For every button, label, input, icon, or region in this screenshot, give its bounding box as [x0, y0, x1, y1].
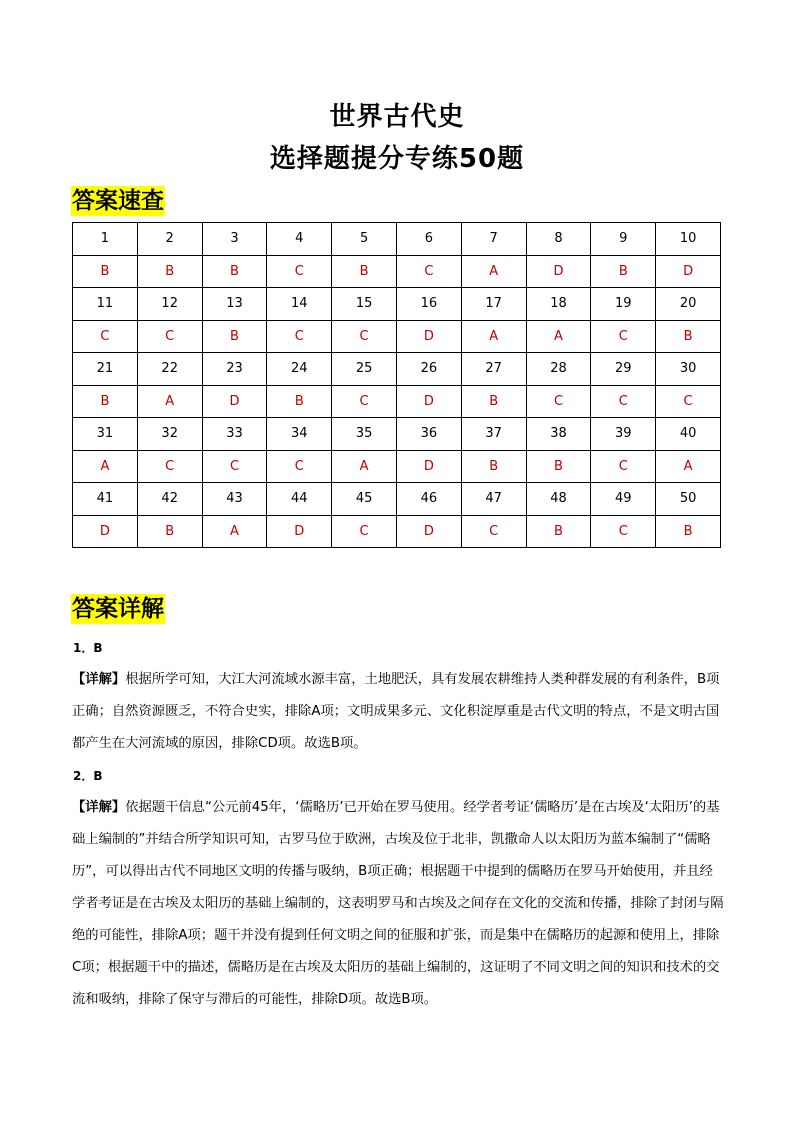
question-number-cell: 41: [73, 483, 138, 516]
question-1-detail: [72, 664, 724, 760]
answer-cell: C: [332, 320, 397, 353]
answer-cell: D: [396, 320, 461, 353]
answer-cell: B: [202, 255, 267, 288]
question-number-cell: 1: [73, 223, 138, 256]
answer-row: [73, 320, 721, 353]
page-subtitle: 选择题提分专练50题: [269, 144, 525, 174]
answer-row: [73, 255, 721, 288]
answer-key-table: [72, 222, 721, 548]
question-number-row: [73, 483, 721, 516]
question-number-row: [73, 223, 721, 256]
answer-cell: D: [396, 385, 461, 418]
detail-heading: 答案详解: [72, 596, 164, 622]
answer-cell: C: [591, 385, 656, 418]
question-number-cell: 8: [526, 223, 591, 256]
question-number-cell: 32: [137, 418, 202, 451]
question-number-cell: 30: [656, 353, 721, 386]
answer-cell: A: [73, 450, 138, 483]
question-number-cell: 33: [202, 418, 267, 451]
detail-tag: 【详解】: [72, 800, 126, 815]
question-number-cell: 47: [461, 483, 526, 516]
answer-row: [73, 385, 721, 418]
answer-cell: B: [202, 320, 267, 353]
answer-row: [73, 450, 721, 483]
question-2-detail: [72, 792, 724, 1016]
detail-tag: 【详解】: [72, 672, 126, 687]
answer-cell: B: [656, 515, 721, 548]
answer-cell: C: [267, 255, 332, 288]
answer-cell: C: [591, 320, 656, 353]
question-number-cell: 43: [202, 483, 267, 516]
question-number-cell: 28: [526, 353, 591, 386]
answer-cell: B: [461, 385, 526, 418]
answer-cell: B: [526, 450, 591, 483]
answer-cell: B: [526, 515, 591, 548]
answer-cell: D: [267, 515, 332, 548]
answer-cell: A: [656, 450, 721, 483]
question-number-cell: 7: [461, 223, 526, 256]
question-number-cell: 24: [267, 353, 332, 386]
question-number-cell: 44: [267, 483, 332, 516]
question-2-label: 2．B: [73, 769, 103, 783]
question-number-cell: 36: [396, 418, 461, 451]
answer-cell: C: [202, 450, 267, 483]
answer-cell: D: [202, 385, 267, 418]
question-number-cell: 25: [332, 353, 397, 386]
answer-cell: D: [396, 450, 461, 483]
answer-cell: B: [137, 255, 202, 288]
question-number-cell: 10: [656, 223, 721, 256]
question-number-cell: 26: [396, 353, 461, 386]
answer-cell: D: [656, 255, 721, 288]
answer-cell: B: [461, 450, 526, 483]
answer-cell: D: [526, 255, 591, 288]
question-number-cell: 12: [137, 288, 202, 321]
question-number-cell: 17: [461, 288, 526, 321]
answer-cell: D: [396, 515, 461, 548]
answer-cell: A: [137, 385, 202, 418]
question-number-cell: 50: [656, 483, 721, 516]
question-number-cell: 2: [137, 223, 202, 256]
question-number-cell: 31: [73, 418, 138, 451]
question-number-cell: 4: [267, 223, 332, 256]
answer-cell: C: [267, 450, 332, 483]
answer-cell: C: [73, 320, 138, 353]
answer-cell: A: [461, 320, 526, 353]
question-number-cell: 11: [73, 288, 138, 321]
question-number-cell: 35: [332, 418, 397, 451]
question-number-row: [73, 353, 721, 386]
answer-row: [73, 515, 721, 548]
question-number-cell: 9: [591, 223, 656, 256]
question-number-cell: 3: [202, 223, 267, 256]
question-number-cell: 37: [461, 418, 526, 451]
question-number-cell: 16: [396, 288, 461, 321]
answer-cell: C: [137, 320, 202, 353]
answer-cell: C: [137, 450, 202, 483]
answer-cell: B: [73, 255, 138, 288]
answer-key-heading: 答案速查: [72, 188, 164, 214]
detail-text: 依据题干信息“公元前45年，‘儒略历’已开始在罗马使用。经学者考证‘儒略历’是在古埃及‘太阳历’的基础上编制的”并结合所学知识可知，古罗马位于欧洲，古埃及位于北非，凯撒命人以太阳历为蓝本编制了“儒略历”，可以得出古代不同地区文明的传播与吸纳，B项正确；根据题干中提到的儒略历在罗马开始使用，并且经学者考证是在古埃及太阳历的基础上编制的，这表明罗马和古埃及之间存在文化的交流和传播，排除了封闭与隔绝的可能性，排除A项；题干并没有提到任何文明之间的征服和扩张，而是集中在儒略历的起源和使用上，排除C项；根据题干中的描述，儒略历是在古埃及太阳历的基础上编制的，这证明了不同文明之间的知识和技术的交流和吸纳，排除了保守与滞后的可能性，排除D项。故选B项。: [72, 800, 724, 1007]
question-number-cell: 29: [591, 353, 656, 386]
answer-cell: B: [656, 320, 721, 353]
answer-cell: C: [461, 515, 526, 548]
answer-cell: C: [526, 385, 591, 418]
question-number-cell: 14: [267, 288, 332, 321]
answer-cell: C: [332, 515, 397, 548]
question-1-label: 1．B: [73, 641, 103, 655]
question-number-cell: 34: [267, 418, 332, 451]
question-number-cell: 39: [591, 418, 656, 451]
question-number-cell: 46: [396, 483, 461, 516]
answer-cell: D: [73, 515, 138, 548]
question-number-cell: 15: [332, 288, 397, 321]
answer-cell: B: [137, 515, 202, 548]
question-number-cell: 18: [526, 288, 591, 321]
question-number-cell: 40: [656, 418, 721, 451]
question-number-row: [73, 418, 721, 451]
detail-text: 根据所学可知，大江大河流域水源丰富，土地肥沃，具有发展农耕维持人类种群发展的有利条件，B项正确；自然资源匮乏，不符合史实，排除A项；文明成果多元、文化积淀厚重是古代文明的特点，不是文明古国都产生在大河流域的原因，排除CD项。故选B项。: [72, 672, 720, 751]
question-number-cell: 13: [202, 288, 267, 321]
answer-cell: B: [73, 385, 138, 418]
question-number-cell: 20: [656, 288, 721, 321]
answer-cell: C: [267, 320, 332, 353]
answer-cell: C: [591, 515, 656, 548]
answer-cell: A: [461, 255, 526, 288]
answer-cell: A: [202, 515, 267, 548]
question-number-cell: 27: [461, 353, 526, 386]
question-number-cell: 38: [526, 418, 591, 451]
answer-cell: C: [591, 450, 656, 483]
answer-cell: C: [332, 385, 397, 418]
answer-cell: A: [332, 450, 397, 483]
question-number-cell: 23: [202, 353, 267, 386]
answer-cell: B: [591, 255, 656, 288]
answer-cell: A: [526, 320, 591, 353]
answer-cell: C: [396, 255, 461, 288]
question-number-cell: 19: [591, 288, 656, 321]
question-number-cell: 22: [137, 353, 202, 386]
question-number-cell: 42: [137, 483, 202, 516]
question-number-cell: 48: [526, 483, 591, 516]
question-number-cell: 21: [73, 353, 138, 386]
question-number-cell: 6: [396, 223, 461, 256]
page-title: 世界古代史: [329, 102, 465, 132]
question-number-cell: 45: [332, 483, 397, 516]
question-number-cell: 49: [591, 483, 656, 516]
answer-cell: C: [656, 385, 721, 418]
answer-cell: B: [332, 255, 397, 288]
question-number-cell: 5: [332, 223, 397, 256]
answer-cell: B: [267, 385, 332, 418]
question-number-row: [73, 288, 721, 321]
